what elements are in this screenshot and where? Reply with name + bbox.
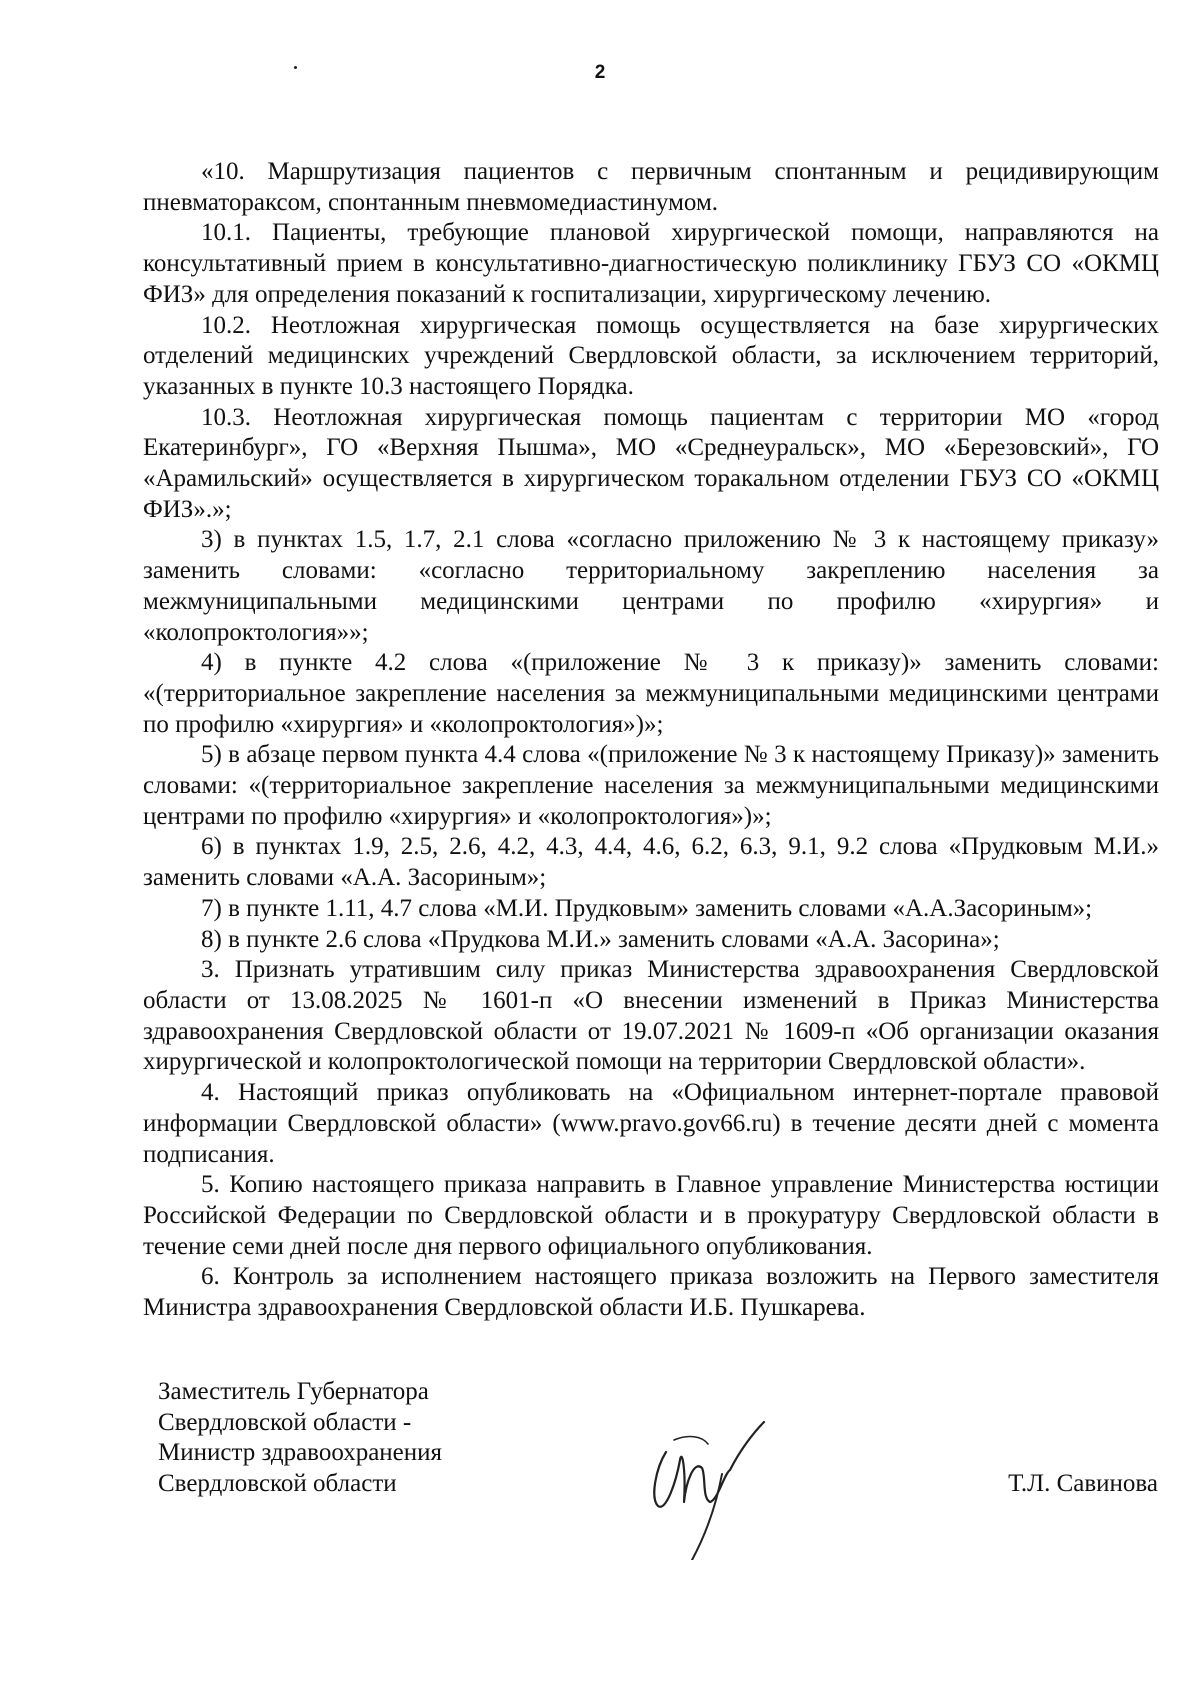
paragraph-clause-5: 5. Копию настоящего приказа направить в Главное управление Министерства юстиции Российской Федерации по Свердловской области и в прокуратуру Свердловской области в течение семи дней после дня первого официального опубликования. — [143, 1171, 1159, 1260]
paragraph-10-1: 10.1. Пациенты, требующие плановой хирургической помощи, направляются на консультативный прием в консультативно-диагностическую поликлинику ГБУЗ СО «ОКМЦ ФИЗ» для определения показаний к госпитализации, хирургическому лечению. — [143, 219, 1159, 308]
paragraph-item-7: 7) в пункте 1.11, 4.7 слова «М.И. Прудковым» заменить словами «А.А.Засориным»; — [201, 894, 1093, 922]
paragraph-item-8: 8) в пункте 2.6 слова «Прудкова М.И.» заменить словами «А.А. Засорина»; — [201, 925, 1000, 953]
position-line: Заместитель Губернатора — [158, 1378, 429, 1405]
handwritten-signature — [648, 1410, 778, 1560]
document-body — [143, 157, 1159, 1324]
paragraph-10-2: 10.2. Неотложная хирургическая помощь осуществляется на базе хирургических отделений медицинских учреждений Свердловской области, за исключением территорий, указанных в пункте 10.3 настоящего Порядка. — [143, 311, 1159, 400]
position-line: Свердловской области - — [158, 1408, 412, 1436]
paragraph-10-heading: «10. Маршрутизация пациентов с первичным спонтанным и рецидивирующим пневматораксом, спонтанным пневмомедиастинумом. — [143, 158, 1159, 216]
paragraph-clause-6: 6. Контроль за исполнением настоящего приказа возложить на Первого заместителя Министра здравоохранения Свердловской области И.Б. Пушкарева. — [143, 1263, 1159, 1322]
paragraph-item-6: 6) в пунктах 1.9, 2.5, 2.6, 4.2, 4.3, 4.4, 4.6, 6.2, 6.3, 9.1, 9.2 слова «Прудковым М.И.» заменить словами «А.А. Засориным»; — [143, 833, 1159, 892]
page-number: 2 — [594, 62, 606, 83]
paragraph-item-4: 4) в пункте 4.2 слова «(приложение № 3 к приказу)» заменить словами: «(территориальное закрепление населения за межмуниципальными медицинскими центрами по профилю «хирургия» и «колопроктология»)»; — [143, 649, 1159, 738]
paragraph-item-5: 5) в абзаце первом пункта 4.4 слова «(приложение № 3 к настоящему Приказу)» заменить словами: «(территориальное закрепление населения за межмуниципальными медицинскими центрами по профилю «хирургия» и «колопроктология»)»; — [143, 741, 1159, 830]
position-line: Свердловской области — [158, 1469, 397, 1497]
paragraph-item-3: 3) в пунктах 1.5, 1.7, 2.1 слова «согласно приложению № 3 к настоящему приказу» заменить словами: «согласно территориальному закреплению населения за межмуниципальными медицинскими центрами по профилю «хирургия» и «колопроктология»»; — [143, 526, 1159, 646]
position-line: Министр здравоохранения — [158, 1439, 443, 1466]
paragraph-clause-4: 4. Настоящий приказ опубликовать на «Официальном интернет-портале правовой информации Свердловской области» (www.pravo.gov66.ru) в течение десяти дней с момента подписания. — [143, 1079, 1159, 1168]
paragraph-clause-3: 3. Признать утратившим силу приказ Министерства здравоохранения Свердловской области от 13.08.2025 № 1601-п «О внесении изменений в Приказ Министерства здравоохранения Свердловской области от 19.07.2021 № 1609-п «Об организации оказания хирургической и колопроктологической помощи на территории Свердловской области». — [143, 956, 1159, 1076]
paragraph-10-3: 10.3. Неотложная хирургическая помощь пациентам с территории МО «город Екатеринбург», ГО «Верхняя Пышма», МО «Среднеуральск», МО «Березовский», ГО «Арамильский» осуществляется в хирургическом торакальном отделении ГБУЗ СО «ОКМЦ ФИЗ».»; — [143, 403, 1159, 523]
signer-name: Т.Л. Савинова — [1008, 1470, 1158, 1497]
signatory-position — [158, 1377, 442, 1499]
